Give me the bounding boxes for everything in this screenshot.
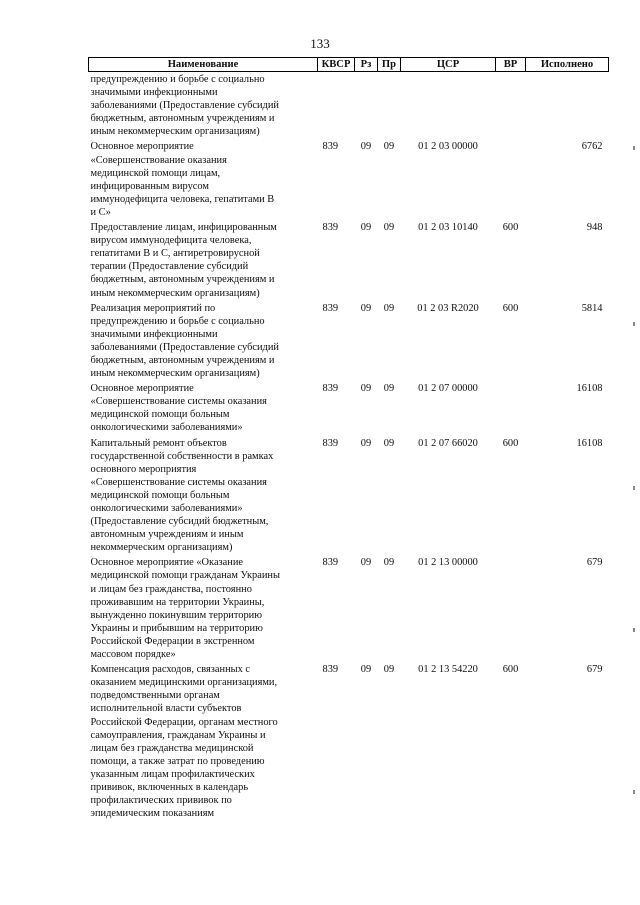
row-kvsr: 839	[322, 141, 339, 153]
row-name-line: «Совершенствование системы оказания	[90, 476, 267, 488]
row-pr: 09	[383, 302, 395, 314]
row-name-line: бюджетным, автономным учреждениям и	[90, 113, 275, 125]
scan-edge-mark	[633, 486, 635, 490]
row-name	[89, 301, 318, 382]
row-pr: 09	[383, 437, 395, 449]
page-number: 133	[310, 36, 330, 51]
row-pr	[378, 72, 401, 140]
header-csr: ЦСР	[401, 58, 496, 72]
row-name-line: подведомственными органам	[90, 690, 220, 702]
row-name-line: исполнительной власти субъектов	[90, 703, 242, 715]
row-executed: 6762	[581, 141, 603, 153]
scan-edge-mark	[633, 322, 635, 326]
row-vr	[496, 381, 526, 435]
scan-edge-mark	[633, 628, 635, 632]
row-rz	[355, 72, 378, 140]
table-body	[89, 72, 609, 822]
row-name-line: медицинской помощи лицам,	[90, 167, 221, 179]
row-name-line: иным некоммерческим организациям)	[90, 368, 260, 380]
row-executed: 679	[586, 557, 603, 569]
table-row	[89, 555, 609, 662]
row-name-line: (Предоставление субсидий бюджетным,	[90, 516, 269, 528]
row-name-line: Основное мероприятие «Оказание	[90, 557, 244, 569]
row-vr: 600	[502, 222, 519, 234]
row-name-line: профилактических прививок по	[90, 795, 232, 807]
row-name-line: Реализация мероприятий по	[90, 302, 216, 314]
header-name: Наименование	[89, 58, 318, 72]
table-row	[89, 139, 609, 220]
row-rz: 09	[360, 302, 372, 314]
row-pr: 09	[383, 383, 395, 395]
row-name-line: основного мероприятия	[90, 463, 197, 475]
table-row	[89, 72, 609, 140]
row-name-line: некоммерческим организациям)	[90, 542, 233, 554]
row-name-line: Предоставление лицам, инфицированным	[90, 222, 277, 234]
row-name-line: и С»	[90, 206, 111, 218]
table-row	[89, 436, 609, 556]
row-kvsr: 839	[322, 557, 339, 569]
row-vr	[496, 72, 526, 140]
row-kvsr: 839	[322, 302, 339, 314]
row-csr: 01 2 03 00000	[418, 141, 478, 153]
row-name	[89, 381, 318, 435]
row-pr: 09	[383, 664, 395, 676]
row-name-line: терапии (Предоставление субсидий	[90, 261, 249, 273]
row-name-line: лицам без гражданства медицинской	[90, 742, 254, 754]
row-name-line: вынужденно покинувшим территорию	[90, 609, 262, 621]
table-row	[89, 662, 609, 821]
row-executed: 16108	[576, 383, 603, 395]
row-vr: 600	[502, 302, 519, 314]
row-name-line: автономным учреждениям и иным	[90, 529, 244, 541]
row-name-line: Основное мероприятие	[90, 383, 194, 395]
row-kvsr	[318, 72, 355, 140]
row-name-line: значимыми инфекционными	[90, 328, 218, 340]
row-name-line: заболеваниями (Предоставление субсидий	[90, 341, 279, 353]
row-executed	[526, 72, 609, 140]
row-kvsr: 839	[322, 222, 339, 234]
row-name-line: Капитальный ремонт объектов	[90, 437, 227, 449]
header-pr: Пр	[378, 58, 401, 72]
row-name-line: бюджетным, автономным учреждениям и	[90, 354, 275, 366]
table-row	[89, 381, 609, 435]
row-rz: 09	[360, 222, 372, 234]
row-name-line: предупреждению и борьбе с социально	[90, 315, 265, 327]
row-name-line: и лицам без гражданства, постоянно	[90, 583, 252, 595]
row-executed: 948	[586, 222, 603, 234]
row-csr: 01 2 07 00000	[418, 383, 478, 395]
row-name	[89, 436, 318, 556]
row-name-line: инфицированным вирусом	[90, 180, 209, 192]
row-vr: 600	[502, 437, 519, 449]
table-row	[89, 301, 609, 382]
row-name-line: медицинской помощи больным	[90, 489, 230, 501]
row-executed: 5814	[581, 302, 603, 314]
row-name	[89, 72, 318, 140]
row-name-line: оказанием медицинскими организациями,	[90, 677, 278, 689]
row-executed: 16108	[576, 437, 603, 449]
row-kvsr: 839	[322, 383, 339, 395]
row-csr: 01 2 03 R2020	[417, 302, 479, 314]
row-name-line: медицинской помощи гражданам Украины	[90, 570, 280, 582]
row-name-line: самоуправления, гражданам Украины и	[90, 729, 266, 741]
row-name-line: гепатитами В и С, антиретровирусной	[90, 248, 260, 260]
row-rz: 09	[360, 664, 372, 676]
row-name-line: массовом порядке»	[90, 649, 176, 661]
row-name-line: иным некоммерческим организациям)	[90, 126, 260, 138]
header-rz: Рз	[355, 58, 378, 72]
row-name-line: Российской Федерации в экстренном	[90, 635, 255, 647]
row-name	[89, 220, 318, 301]
row-name-line: бюджетным, автономным учреждениям и	[90, 274, 275, 286]
row-pr: 09	[383, 557, 395, 569]
row-name-line: предупреждению и борьбе с социально	[90, 74, 265, 85]
row-rz: 09	[360, 141, 372, 153]
row-name-line: эпидемическим показаниям	[90, 808, 215, 820]
row-rz: 09	[360, 383, 372, 395]
row-name	[89, 662, 318, 821]
row-vr	[496, 139, 526, 220]
row-name	[89, 139, 318, 220]
row-name-line: «Совершенствование системы оказания	[90, 396, 267, 408]
row-name-line: Основное мероприятие	[90, 141, 194, 153]
row-name-line: указанным лицам профилактических	[90, 768, 255, 780]
row-name-line: онкологическими заболеваниями»	[90, 503, 243, 514]
row-name-line: иным некоммерческим организациям)	[90, 287, 260, 299]
row-name-line: государственной собственности в рамках	[90, 450, 274, 462]
scan-edge-mark	[633, 790, 635, 794]
row-name-line: проживавшим на территории Украины,	[90, 596, 265, 608]
row-pr: 09	[383, 141, 395, 153]
row-csr: 01 2 07 66020	[418, 437, 478, 449]
row-name	[89, 555, 318, 662]
header-kvsr: КВСР	[318, 58, 355, 72]
header-vr: ВР	[496, 58, 526, 72]
row-pr: 09	[383, 222, 395, 234]
row-name-line: Российской Федерации, органам местного	[90, 716, 278, 728]
row-name-line: «Совершенствование оказания	[90, 154, 227, 166]
row-name-line: вирусом иммунодефицита человека,	[90, 235, 252, 247]
row-name-line: прививок, включенных в календарь	[90, 781, 249, 793]
row-csr: 01 2 03 10140	[418, 222, 478, 234]
row-name-line: помощи, а также затрат по проведению	[90, 755, 265, 767]
row-csr: 01 2 13 00000	[418, 557, 478, 569]
row-name-line: значимыми инфекционными	[90, 87, 218, 99]
row-name-line: заболеваниями (Предоставление субсидий	[90, 100, 279, 112]
row-executed: 679	[586, 664, 603, 676]
budget-execution-table	[88, 57, 609, 821]
row-name-line: иммунодефицита человека, гепатитами В	[90, 193, 275, 205]
row-name-line: Украины и прибывшим на территорию	[90, 622, 263, 634]
row-name-line: Компенсация расходов, связанных с	[90, 664, 251, 676]
header-executed: Исполнено	[526, 58, 609, 72]
row-name-line: онкологическими заболеваниями»	[90, 422, 243, 434]
row-name-line: медицинской помощи больным	[90, 409, 230, 421]
row-kvsr: 839	[322, 664, 339, 676]
row-rz: 09	[360, 437, 372, 449]
scan-edge-mark	[633, 146, 635, 150]
row-rz: 09	[360, 557, 372, 569]
row-csr	[401, 72, 496, 140]
row-vr: 600	[502, 664, 519, 676]
row-vr	[496, 555, 526, 662]
table-header	[89, 58, 609, 72]
table-row	[89, 220, 609, 301]
row-kvsr: 839	[322, 437, 339, 449]
row-csr: 01 2 13 54220	[418, 664, 478, 676]
